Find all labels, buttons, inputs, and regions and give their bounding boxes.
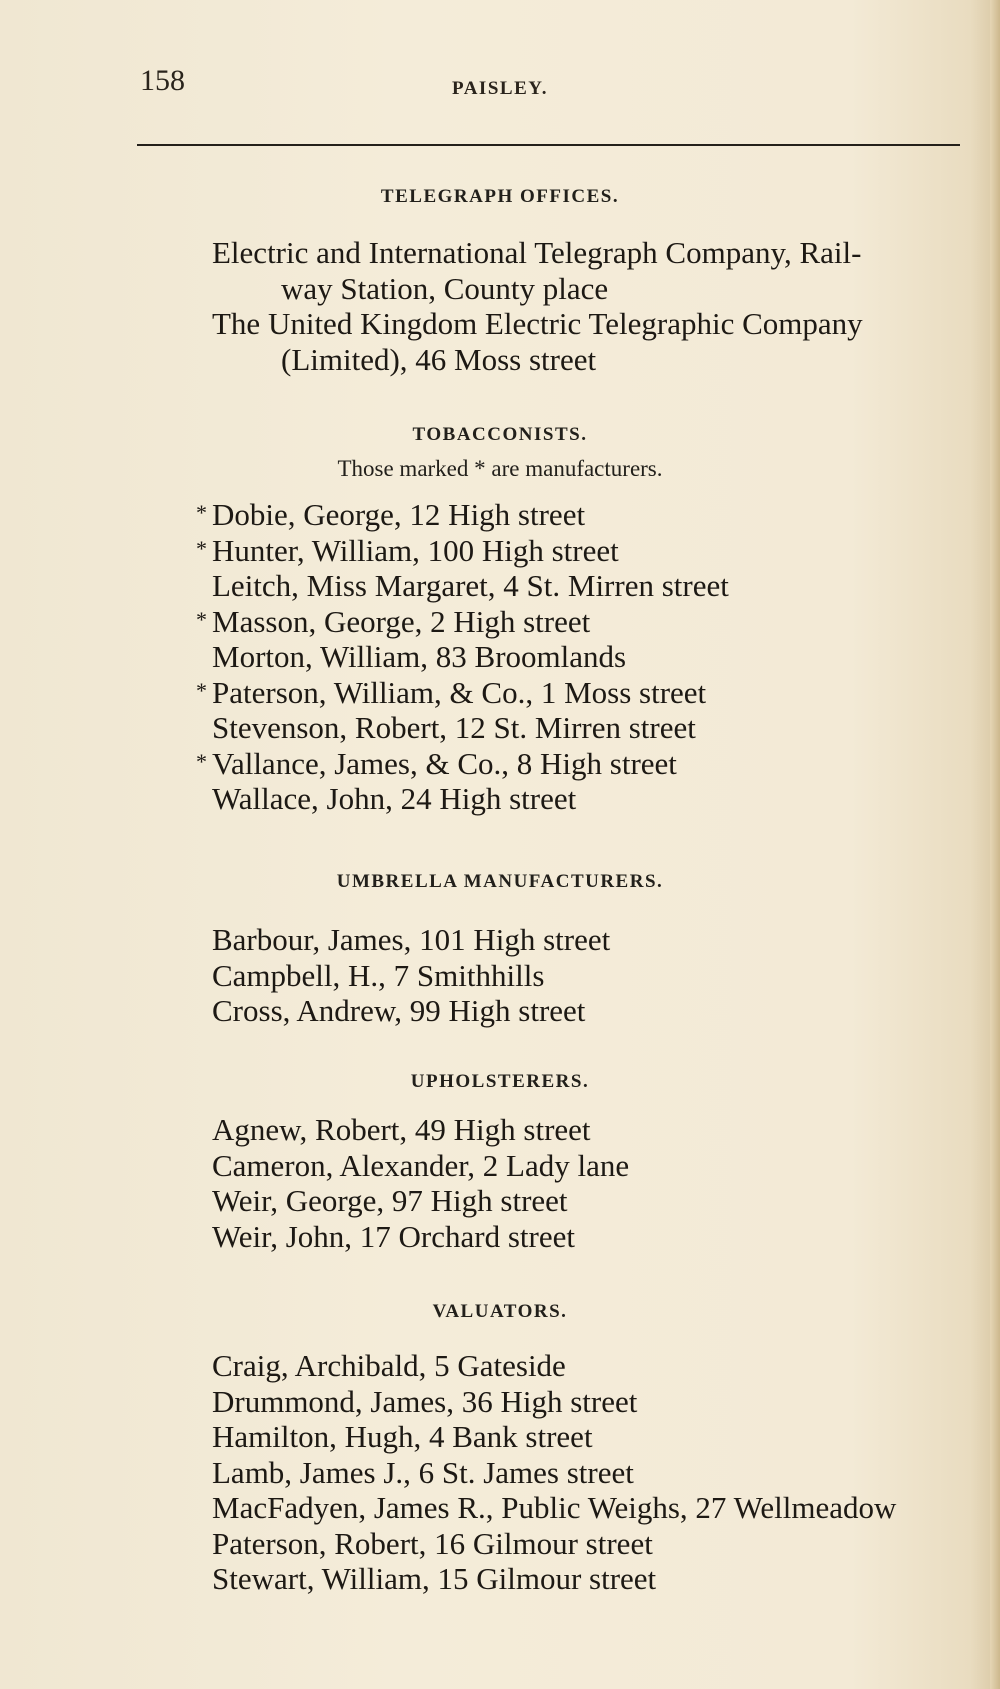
- section-valuators: [0, 1298, 1000, 1597]
- list-item: [0, 533, 1000, 569]
- entry-text: Masson, George, 2 High street: [212, 603, 591, 639]
- list-item: [0, 781, 1000, 817]
- page-number: 158: [140, 64, 185, 97]
- entry-text: Paterson, William, & Co., 1 Moss street: [212, 674, 707, 710]
- section-telegraph-offices: [0, 183, 1000, 377]
- section-heading: TELEGRAPH OFFICES.: [380, 186, 620, 207]
- manufacturer-asterisk: *: [196, 500, 207, 525]
- list-item: Barbour, James, 101 High street: [212, 922, 611, 957]
- entry-text: Hunter, William, 100 High street: [212, 532, 619, 568]
- header-rule: [137, 144, 960, 146]
- entry-list: [0, 1112, 1000, 1254]
- section-tobacconists: [0, 421, 1000, 817]
- list-item: [0, 497, 1000, 533]
- running-head: PAISLEY.: [452, 78, 548, 99]
- list-item: Weir, John, 17 Orchard street: [212, 1218, 575, 1254]
- page-header: [0, 64, 1000, 104]
- entry-line: The United Kingdom Electric Telegraphic Company: [212, 306, 863, 341]
- list-item: Paterson, Robert, 16 Gilmour street: [212, 1525, 653, 1561]
- list-item: Cross, Andrew, 99 High street: [212, 993, 586, 1028]
- manufacturer-asterisk: *: [196, 606, 207, 632]
- entry-text: Wallace, John, 24 High street: [212, 781, 577, 816]
- entry-list: [0, 1348, 1000, 1597]
- section-umbrella-manufacturers: [0, 868, 1000, 1029]
- entry-line: Electric and International Telegraph Company, Rail-: [212, 235, 862, 270]
- section-heading: TOBACCONISTS.: [412, 424, 588, 445]
- entry-list: [0, 235, 1000, 377]
- list-item: [0, 604, 1000, 640]
- list-item: [0, 675, 1000, 711]
- list-item: Lamb, James J., 6 St. James street: [212, 1454, 634, 1490]
- entry-text: Leitch, Miss Margaret, 4 St. Mirren street: [212, 568, 729, 603]
- list-item: Drummond, James, 36 High street: [212, 1383, 638, 1419]
- entry-text: Stevenson, Robert, 12 St. Mirren street: [212, 710, 696, 745]
- entry-text: Dobie, George, 12 High street: [212, 497, 586, 532]
- manufacturer-asterisk: *: [196, 535, 207, 561]
- list-item: Weir, George, 97 High street: [212, 1183, 568, 1218]
- list-item: Hamilton, Hugh, 4 Bank street: [212, 1419, 593, 1454]
- entry-text: Vallance, James, & Co., 8 High street: [212, 745, 677, 781]
- list-item: Campbell, H., 7 Smithhills: [212, 957, 545, 993]
- manufacturer-asterisk: *: [196, 748, 207, 774]
- list-item: [0, 746, 1000, 782]
- entry-continuation-line: (Limited), 46 Moss street: [281, 341, 597, 377]
- manufacturer-asterisk: *: [196, 677, 207, 703]
- entry-list: [0, 922, 1000, 1029]
- list-item: Agnew, Robert, 49 High street: [212, 1112, 591, 1147]
- section-upholsterers: [0, 1068, 1000, 1254]
- list-item: Stewart, William, 15 Gilmour street: [212, 1561, 657, 1596]
- list-item: [0, 639, 1000, 675]
- list-item: MacFadyen, James R., Public Weighs, 27 Wellmeadow: [212, 1490, 897, 1525]
- list-item: [0, 710, 1000, 746]
- entry-text: Morton, William, 83 Broomlands: [212, 639, 627, 674]
- list-item: Craig, Archibald, 5 Gateside: [212, 1348, 566, 1383]
- entry-list: [0, 497, 1000, 817]
- entry-continuation-line: way Station, County place: [281, 270, 609, 306]
- list-item: [0, 568, 1000, 604]
- section-heading: VALUATORS.: [432, 1301, 568, 1322]
- list-item: Cameron, Alexander, 2 Lady lane: [212, 1147, 630, 1183]
- section-heading: UMBRELLA MANUFACTURERS.: [336, 871, 664, 892]
- section-heading: UPHOLSTERERS.: [410, 1071, 590, 1092]
- section-note: Those marked * are manufacturers.: [337, 456, 663, 481]
